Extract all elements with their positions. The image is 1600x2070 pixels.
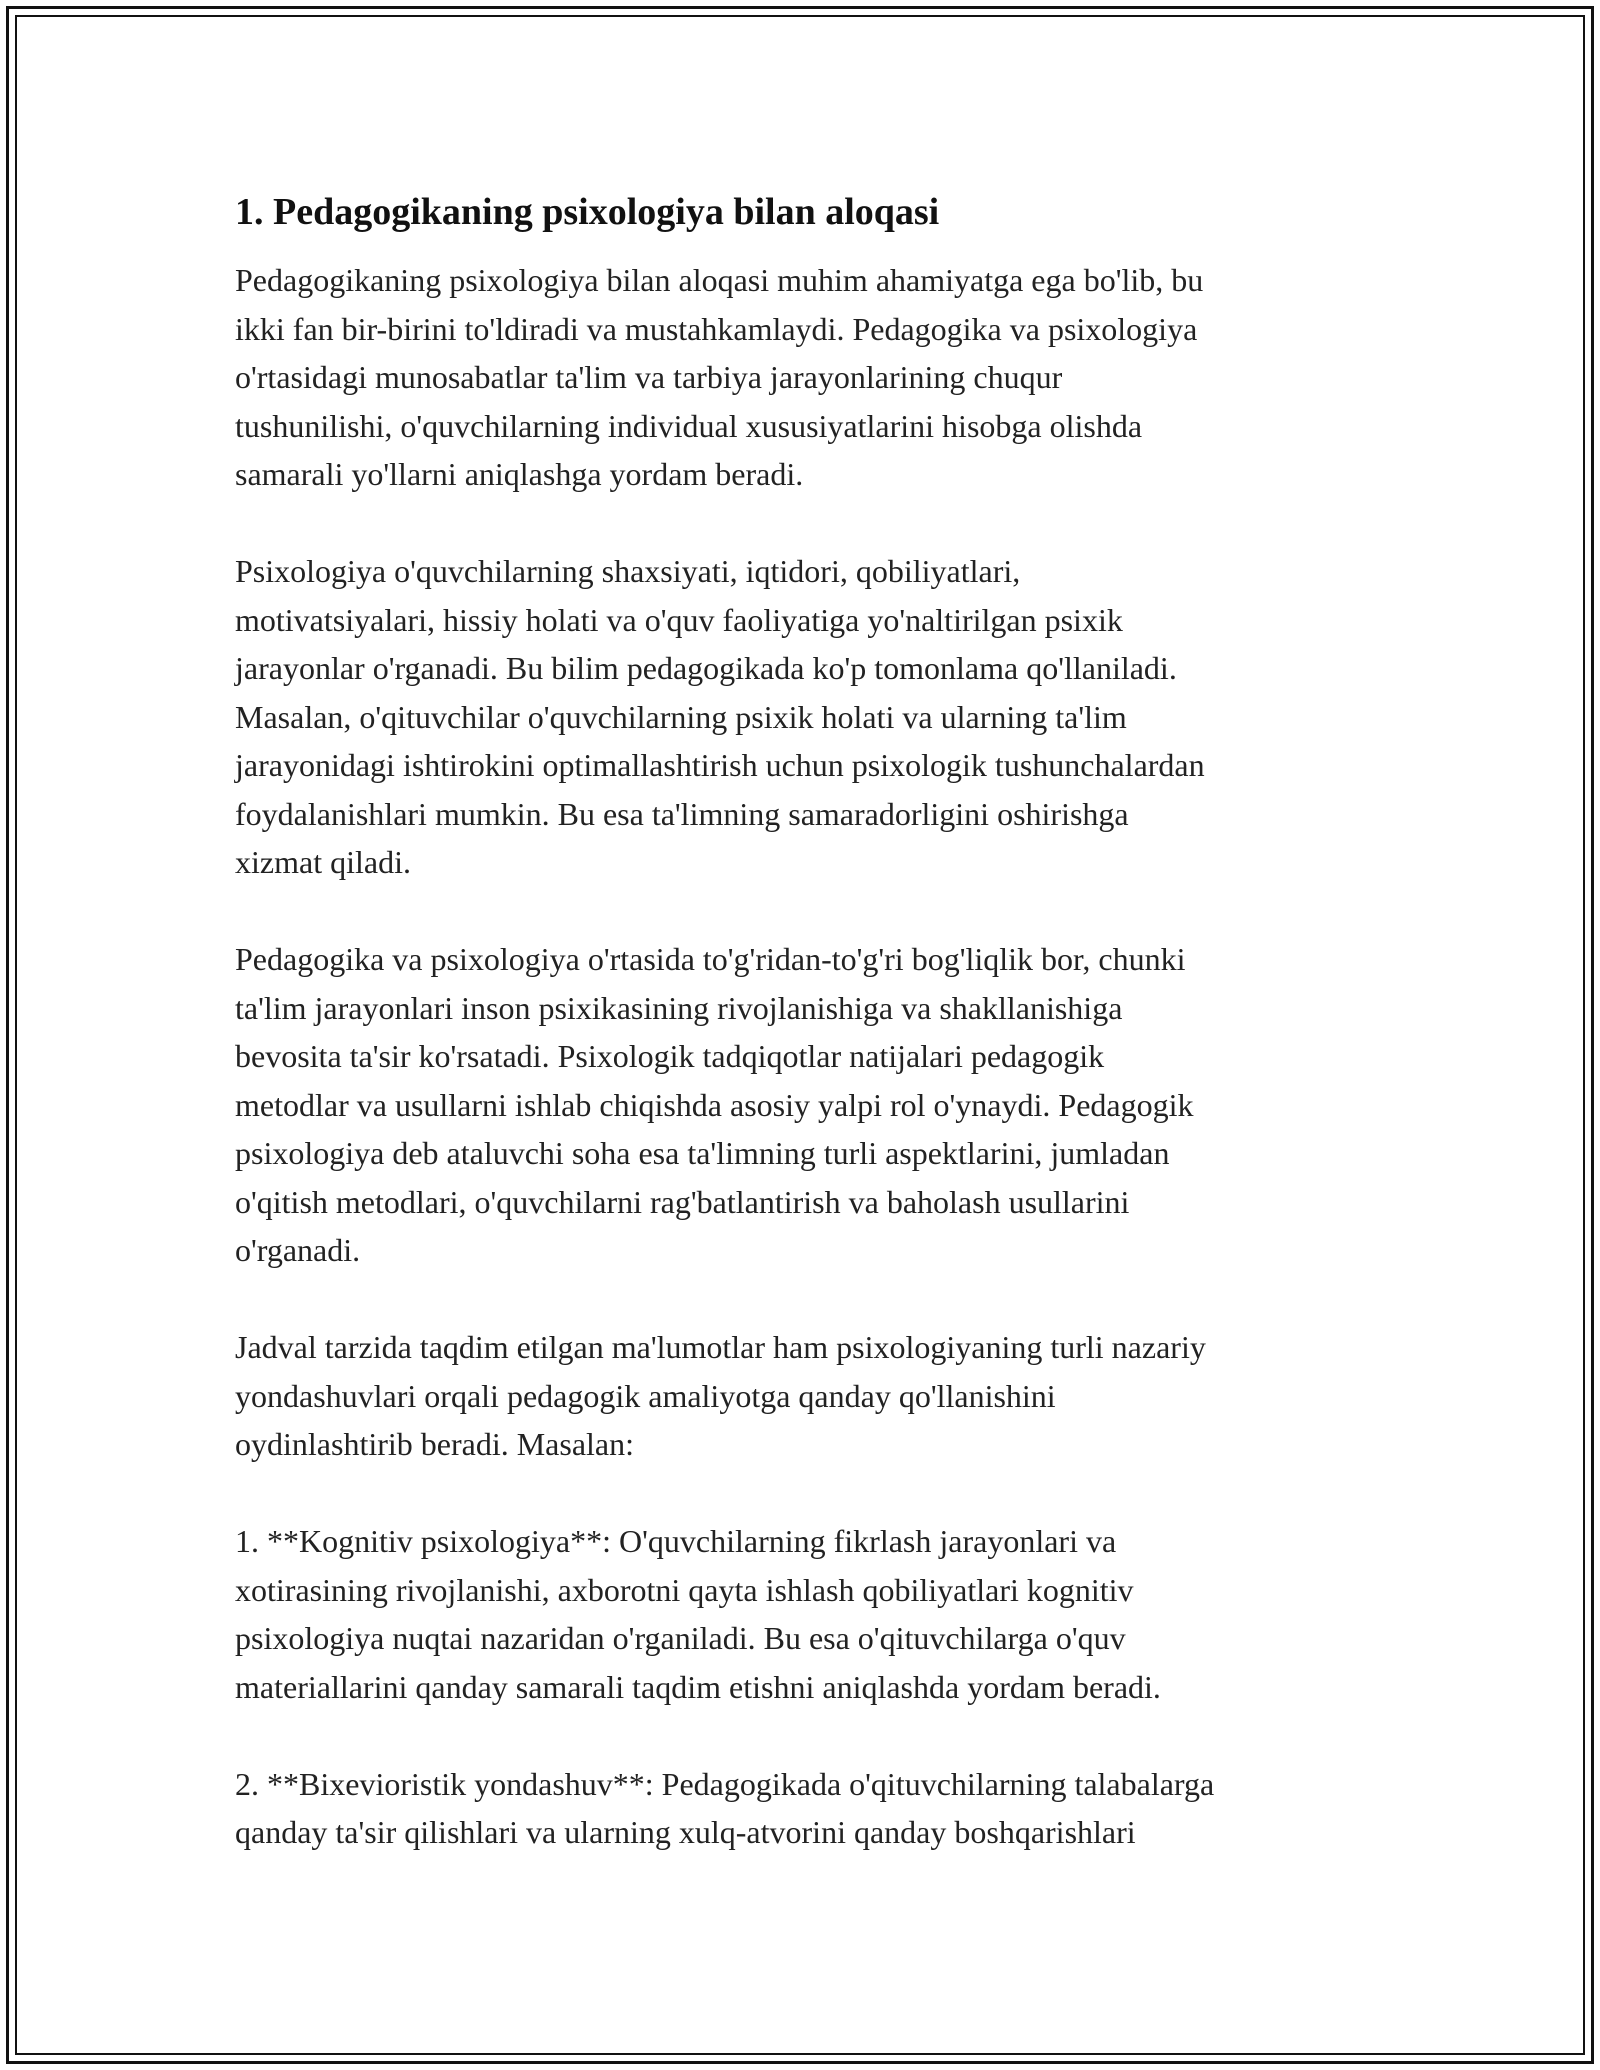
text-line: qanday ta'sir qilishlari va ularning xulq-atvorini qanday boshqarishlari bbox=[235, 1814, 1136, 1850]
text-line: o'qitish metodlari, o'quvchilarni rag'batlantirish va baholash usullarini bbox=[235, 1183, 1130, 1220]
text-line: Psixologiya o'quvchilarning shaxsiyati, iqtidori, qobiliyatlari, bbox=[235, 553, 1021, 589]
paragraph-1 bbox=[235, 256, 1365, 499]
paragraph-3 bbox=[235, 935, 1365, 1275]
text-line: yondashuvlari orqali pedagogik amaliyotga qanday qo'llanishini bbox=[235, 1377, 1056, 1414]
text-line: Masalan, o'qituvchilar o'quvchilarning psixik holati va ularning ta'lim bbox=[235, 698, 1127, 735]
text-line: jarayonidagi ishtirokini optimallashtirish uchun psixologik tushunchalardan bbox=[235, 747, 1205, 783]
text-line: materiallarini qanday samarali taqdim etishni aniqlashda yordam beradi. bbox=[235, 1668, 1161, 1705]
document-body bbox=[235, 188, 1365, 1905]
text-line: metodlar va usullarni ishlab chiqishda asosiy yalpi rol o'ynaydi. Pedagogik bbox=[235, 1086, 1194, 1123]
text-line: xotirasining rivojlanishi, axborotni qayta ishlash qobiliyatlari kognitiv bbox=[235, 1571, 1134, 1608]
text-line: Pedagogikaning psixologiya bilan aloqasi muhim ahamiyatga ega bo'lib, bu bbox=[235, 262, 1204, 298]
text-line: tushunilishi, o'quvchilarning individual xususiyatlarini hisobga olishda bbox=[235, 407, 1143, 444]
text-line: foydalanishlari mumkin. Bu esa ta'limning samaradorligini oshirishga bbox=[235, 795, 1129, 832]
text-line: 1. **Kognitiv psixologiya**: O'quvchilarning fikrlash jarayonlari va bbox=[235, 1523, 1117, 1559]
paragraph-4 bbox=[235, 1323, 1365, 1469]
text-line: bevosita ta'sir ko'rsatadi. Psixologik tadqiqotlar natijalari pedagogik bbox=[235, 1038, 1105, 1074]
text-line: motivatsiyalari, hissiy holati va o'quv faoliyatiga yo'naltirilgan psixik bbox=[235, 601, 1123, 638]
text-line: Jadval tarzida taqdim etilgan ma'lumotlar ham psixologiyaning turli nazariy bbox=[235, 1329, 1206, 1365]
list-item-1 bbox=[235, 1517, 1365, 1711]
list-item-2 bbox=[235, 1760, 1365, 1857]
paragraph-2 bbox=[235, 547, 1365, 887]
text-line: 2. **Bixevioristik yondashuv**: Pedagogikada o'qituvchilarning talabalarga bbox=[235, 1765, 1215, 1802]
text-line: ikki fan bir-birini to'ldiradi va mustahkamlaydi. Pedagogika va psixologiya bbox=[235, 310, 1198, 347]
text-line: Pedagogika va psixologiya o'rtasida to'g'ridan-to'g'ri bog'liqlik bor, chunki bbox=[235, 941, 1186, 977]
text-line: psixologiya deb ataluvchi soha esa ta'limning turli aspektlarini, jumladan bbox=[235, 1135, 1170, 1171]
text-line: samarali yo'llarni aniqlashga yordam beradi. bbox=[235, 456, 804, 492]
text-line: o'rganadi. bbox=[235, 1232, 361, 1268]
text-line: jarayonlar o'rganadi. Bu bilim pedagogikada ko'p tomonlama qo'llaniladi. bbox=[235, 650, 1177, 686]
section-heading: 1. Pedagogikaning psixologiya bilan aloqasi bbox=[235, 191, 940, 233]
text-line: xizmat qiladi. bbox=[235, 844, 411, 880]
text-line: psixologiya nuqtai nazaridan o'rganiladi. Bu esa o'qituvchilarga o'quv bbox=[235, 1620, 1126, 1656]
text-line: ta'lim jarayonlari inson psixikasining rivojlanishiga va shakllanishiga bbox=[235, 989, 1123, 1026]
text-line: o'rtasidagi munosabatlar ta'lim va tarbiya jarayonlarining chuqur bbox=[235, 359, 1063, 395]
text-line: oydinlashtirib beradi. Masalan: bbox=[235, 1426, 635, 1462]
